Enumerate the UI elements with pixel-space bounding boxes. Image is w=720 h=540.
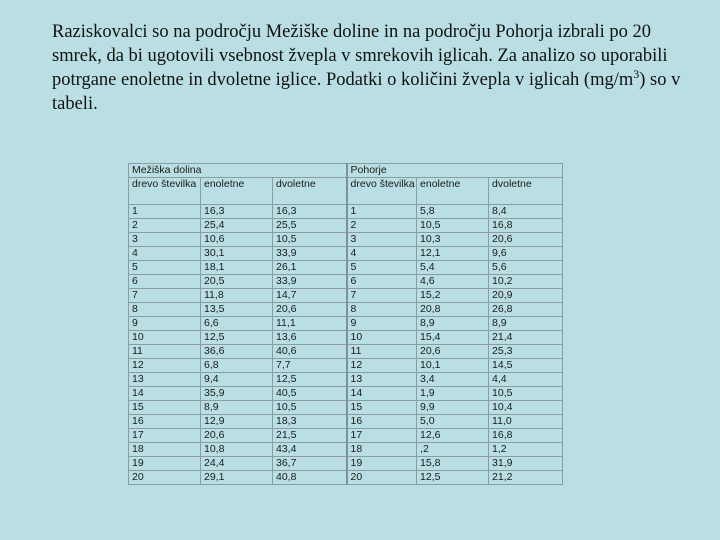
cell-tree-number: 19 [347, 457, 417, 471]
table-row [129, 373, 563, 387]
cell-tree-number: 13 [347, 373, 417, 387]
cell-two-year: 33,9 [273, 247, 347, 261]
cell-two-year: 26,8 [489, 303, 563, 317]
table-row [129, 289, 563, 303]
cell-tree-number: 3 [129, 233, 201, 247]
cell-two-year: 40,5 [273, 387, 347, 401]
cell-one-year: 18,1 [201, 261, 273, 275]
cell-tree-number: 5 [347, 261, 417, 275]
cell-tree-number: 5 [129, 261, 201, 275]
cell-tree-number: 6 [347, 275, 417, 289]
cell-tree-number: 9 [129, 317, 201, 331]
cell-two-year: 7,7 [273, 359, 347, 373]
group-header-mezica: Mežiška dolina [129, 164, 347, 178]
cell-tree-number: 8 [129, 303, 201, 317]
sulfur-data-table [128, 163, 563, 485]
cell-one-year: 3,4 [417, 373, 489, 387]
cell-tree-number: 15 [129, 401, 201, 415]
cell-tree-number: 4 [347, 247, 417, 261]
cell-tree-number: 18 [347, 443, 417, 457]
cell-tree-number: 7 [347, 289, 417, 303]
cell-two-year: 21,5 [273, 429, 347, 443]
cell-two-year: 1,2 [489, 443, 563, 457]
cell-two-year: 26,1 [273, 261, 347, 275]
cell-one-year: 6,8 [201, 359, 273, 373]
cell-two-year: 10,4 [489, 401, 563, 415]
cell-two-year: 4,4 [489, 373, 563, 387]
cell-one-year: 5,4 [417, 261, 489, 275]
cell-one-year: 25,4 [201, 219, 273, 233]
cell-two-year: 5,6 [489, 261, 563, 275]
cell-tree-number: 4 [129, 247, 201, 261]
cell-tree-number: 17 [347, 429, 417, 443]
cell-two-year: 11,0 [489, 415, 563, 429]
cell-one-year: 10,1 [417, 359, 489, 373]
cell-one-year: 5,0 [417, 415, 489, 429]
cell-tree-number: 16 [347, 415, 417, 429]
table-row [129, 261, 563, 275]
cell-one-year: 36,6 [201, 345, 273, 359]
cell-tree-number: 20 [347, 471, 417, 485]
group-header-pohorje: Pohorje [347, 164, 563, 178]
cell-tree-number: 11 [347, 345, 417, 359]
cell-two-year: 10,5 [273, 233, 347, 247]
cell-one-year: 9,9 [417, 401, 489, 415]
cell-tree-number: 3 [347, 233, 417, 247]
cell-tree-number: 18 [129, 443, 201, 457]
cell-tree-number: 19 [129, 457, 201, 471]
cell-tree-number: 14 [347, 387, 417, 401]
cell-two-year: 12,5 [273, 373, 347, 387]
cell-one-year: 1,9 [417, 387, 489, 401]
table-row [129, 443, 563, 457]
cell-two-year: 18,3 [273, 415, 347, 429]
cell-one-year: 10,8 [201, 443, 273, 457]
cell-two-year: 13,6 [273, 331, 347, 345]
table-row [129, 331, 563, 345]
cell-tree-number: 12 [129, 359, 201, 373]
cell-tree-number: 2 [129, 219, 201, 233]
cell-one-year: 8,9 [417, 317, 489, 331]
unit-superscript: 3 [633, 66, 640, 81]
col-header-tree-number: drevo številka [129, 178, 201, 205]
table-row [129, 415, 563, 429]
cell-one-year: 20,8 [417, 303, 489, 317]
cell-one-year: 9,4 [201, 373, 273, 387]
cell-one-year: 10,3 [417, 233, 489, 247]
cell-tree-number: 1 [347, 205, 417, 219]
cell-tree-number: 9 [347, 317, 417, 331]
col-header-two-year: dvoletne [489, 178, 563, 205]
cell-one-year: 4,6 [417, 275, 489, 289]
table-row [129, 317, 563, 331]
cell-one-year: 13,5 [201, 303, 273, 317]
cell-tree-number: 14 [129, 387, 201, 401]
cell-two-year: 33,9 [273, 275, 347, 289]
cell-tree-number: 8 [347, 303, 417, 317]
table-row [129, 275, 563, 289]
cell-one-year: ,2 [417, 443, 489, 457]
col-header-one-year: enoletne [417, 178, 489, 205]
cell-two-year: 14,5 [489, 359, 563, 373]
cell-one-year: 10,5 [417, 219, 489, 233]
cell-two-year: 20,6 [489, 233, 563, 247]
cell-one-year: 10,6 [201, 233, 273, 247]
cell-two-year: 10,2 [489, 275, 563, 289]
cell-one-year: 16,3 [201, 205, 273, 219]
cell-tree-number: 10 [129, 331, 201, 345]
cell-two-year: 10,5 [273, 401, 347, 415]
cell-tree-number: 12 [347, 359, 417, 373]
table-row [129, 429, 563, 443]
cell-one-year: 24,4 [201, 457, 273, 471]
cell-one-year: 12,5 [417, 471, 489, 485]
cell-two-year: 25,3 [489, 345, 563, 359]
col-header-two-year: dvoletne [273, 178, 347, 205]
cell-tree-number: 10 [347, 331, 417, 345]
cell-one-year: 15,2 [417, 289, 489, 303]
cell-tree-number: 7 [129, 289, 201, 303]
cell-one-year: 30,1 [201, 247, 273, 261]
table-row [129, 247, 563, 261]
cell-one-year: 5,8 [417, 205, 489, 219]
intro-text: Raziskovalci so na področju Mežiške doline in na področju Pohorja izbrali po 20 smrek, da bi ugotovili vsebnost žvepla v smrekovih iglicah. Za analizo so uporabili potrgane enoletne in dvoletne iglice. Podatki o količini žvepla v iglicah (mg/m [52, 22, 668, 90]
cell-two-year: 36,7 [273, 457, 347, 471]
cell-two-year: 43,4 [273, 443, 347, 457]
table-row [129, 387, 563, 401]
table-body [129, 205, 563, 485]
cell-two-year: 16,8 [489, 429, 563, 443]
column-header-row [129, 178, 563, 205]
table-row [129, 471, 563, 485]
cell-one-year: 8,9 [201, 401, 273, 415]
cell-tree-number: 15 [347, 401, 417, 415]
cell-two-year: 14,7 [273, 289, 347, 303]
cell-two-year: 31,9 [489, 457, 563, 471]
cell-one-year: 6,6 [201, 317, 273, 331]
table-row [129, 233, 563, 247]
group-header-row [129, 164, 563, 178]
cell-two-year: 40,6 [273, 345, 347, 359]
cell-two-year: 16,3 [273, 205, 347, 219]
cell-two-year: 20,9 [489, 289, 563, 303]
cell-tree-number: 13 [129, 373, 201, 387]
cell-tree-number: 16 [129, 415, 201, 429]
table-row [129, 401, 563, 415]
cell-one-year: 20,6 [417, 345, 489, 359]
cell-two-year: 8,4 [489, 205, 563, 219]
cell-one-year: 15,8 [417, 457, 489, 471]
cell-two-year: 20,6 [273, 303, 347, 317]
cell-two-year: 11,1 [273, 317, 347, 331]
table-row [129, 219, 563, 233]
table-row [129, 205, 563, 219]
cell-tree-number: 6 [129, 275, 201, 289]
cell-tree-number: 1 [129, 205, 201, 219]
table-row [129, 345, 563, 359]
table-row [129, 359, 563, 373]
cell-one-year: 12,5 [201, 331, 273, 345]
intro-paragraph [52, 20, 692, 116]
cell-two-year: 21,4 [489, 331, 563, 345]
cell-tree-number: 17 [129, 429, 201, 443]
cell-two-year: 8,9 [489, 317, 563, 331]
intro-text-end: ) so v tabeli. [52, 70, 681, 114]
cell-two-year: 10,5 [489, 387, 563, 401]
cell-tree-number: 2 [347, 219, 417, 233]
cell-one-year: 29,1 [201, 471, 273, 485]
cell-one-year: 12,6 [417, 429, 489, 443]
cell-two-year: 16,8 [489, 219, 563, 233]
cell-one-year: 20,5 [201, 275, 273, 289]
cell-tree-number: 11 [129, 345, 201, 359]
cell-two-year: 9,6 [489, 247, 563, 261]
cell-two-year: 21,2 [489, 471, 563, 485]
col-header-one-year: enoletne [201, 178, 273, 205]
table-row [129, 303, 563, 317]
cell-one-year: 12,1 [417, 247, 489, 261]
cell-tree-number: 20 [129, 471, 201, 485]
cell-two-year: 40,8 [273, 471, 347, 485]
cell-one-year: 15,4 [417, 331, 489, 345]
cell-two-year: 25,5 [273, 219, 347, 233]
table-row [129, 457, 563, 471]
cell-one-year: 20,6 [201, 429, 273, 443]
col-header-tree-number: drevo številka [347, 178, 417, 205]
cell-one-year: 35,9 [201, 387, 273, 401]
cell-one-year: 11,8 [201, 289, 273, 303]
cell-one-year: 12,9 [201, 415, 273, 429]
